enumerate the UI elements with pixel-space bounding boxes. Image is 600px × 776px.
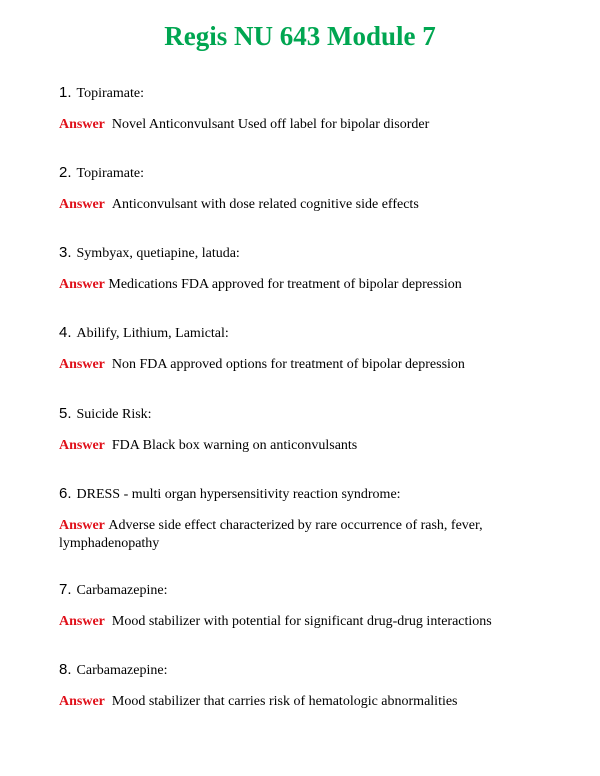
qa-item-1	[59, 84, 529, 134]
answer-text-6: Adverse side effect characterized by rare occurrence of rash, fever, lymphadenopathy	[59, 518, 483, 551]
qa-item-2	[59, 164, 529, 214]
answer-text-4: Non FDA approved options for treatment of bipolar depression	[111, 357, 465, 372]
qa-item-5	[59, 405, 529, 455]
answer-1	[59, 116, 529, 134]
qa-item-4	[59, 324, 529, 374]
qa-item-3	[59, 244, 529, 294]
qa-item-8	[59, 661, 529, 711]
answer-3	[59, 276, 529, 294]
answer-label-2: Answer	[59, 197, 105, 212]
answer-label-5: Answer	[59, 438, 105, 453]
answer-label-3: Answer	[59, 277, 105, 292]
question-number-3: 3.	[59, 244, 72, 261]
answer-label-7: Answer	[59, 614, 105, 629]
answer-text-5: FDA Black box warning on anticonvulsants	[111, 438, 358, 453]
question-number-8: 8.	[59, 661, 72, 678]
answer-label-1: Answer	[59, 117, 105, 132]
question-1	[59, 84, 529, 103]
question-2	[59, 164, 529, 183]
answer-text-3: Medications FDA approved for treatment of bipolar depression	[108, 277, 462, 292]
question-4	[59, 324, 529, 343]
answer-label-8: Answer	[59, 694, 105, 709]
qa-item-7	[59, 581, 529, 631]
answer-label-6: Answer	[59, 518, 105, 533]
question-text-5: Suicide Risk:	[76, 407, 152, 422]
question-5	[59, 405, 529, 424]
question-text-1: Topiramate:	[76, 86, 144, 101]
question-number-2: 2.	[59, 164, 72, 181]
answer-text-1: Novel Anticonvulsant Used off label for bipolar disorder	[111, 117, 430, 132]
question-text-8: Carbamazepine:	[76, 663, 168, 678]
qa-item-6	[59, 485, 529, 553]
question-text-3: Symbyax, quetiapine, latuda:	[76, 246, 240, 261]
question-text-6: DRESS - multi organ hypersensitivity reaction syndrome:	[76, 487, 401, 502]
answer-7	[59, 613, 529, 631]
question-text-4: Abilify, Lithium, Lamictal:	[76, 326, 229, 341]
answer-4	[59, 356, 529, 374]
question-7	[59, 581, 529, 600]
question-number-1: 1.	[59, 84, 72, 101]
question-3	[59, 244, 529, 263]
page-title: Regis NU 643 Module 7	[164, 21, 436, 51]
answer-text-7: Mood stabilizer with potential for significant drug-drug interactions	[111, 614, 492, 629]
question-text-2: Topiramate:	[76, 166, 144, 181]
answer-8	[59, 693, 529, 711]
answer-2	[59, 196, 529, 214]
answer-6	[59, 517, 529, 553]
answer-label-4: Answer	[59, 357, 105, 372]
question-number-7: 7.	[59, 581, 72, 598]
answer-text-2: Anticonvulsant with dose related cognitive side effects	[111, 197, 419, 212]
question-6	[59, 485, 529, 504]
question-number-4: 4.	[59, 324, 72, 341]
question-number-5: 5.	[59, 405, 72, 422]
question-8	[59, 661, 529, 680]
answer-5	[59, 437, 529, 455]
answer-text-8: Mood stabilizer that carries risk of hematologic abnormalities	[111, 694, 458, 709]
question-text-7: Carbamazepine:	[76, 583, 168, 598]
question-number-6: 6.	[59, 485, 72, 502]
